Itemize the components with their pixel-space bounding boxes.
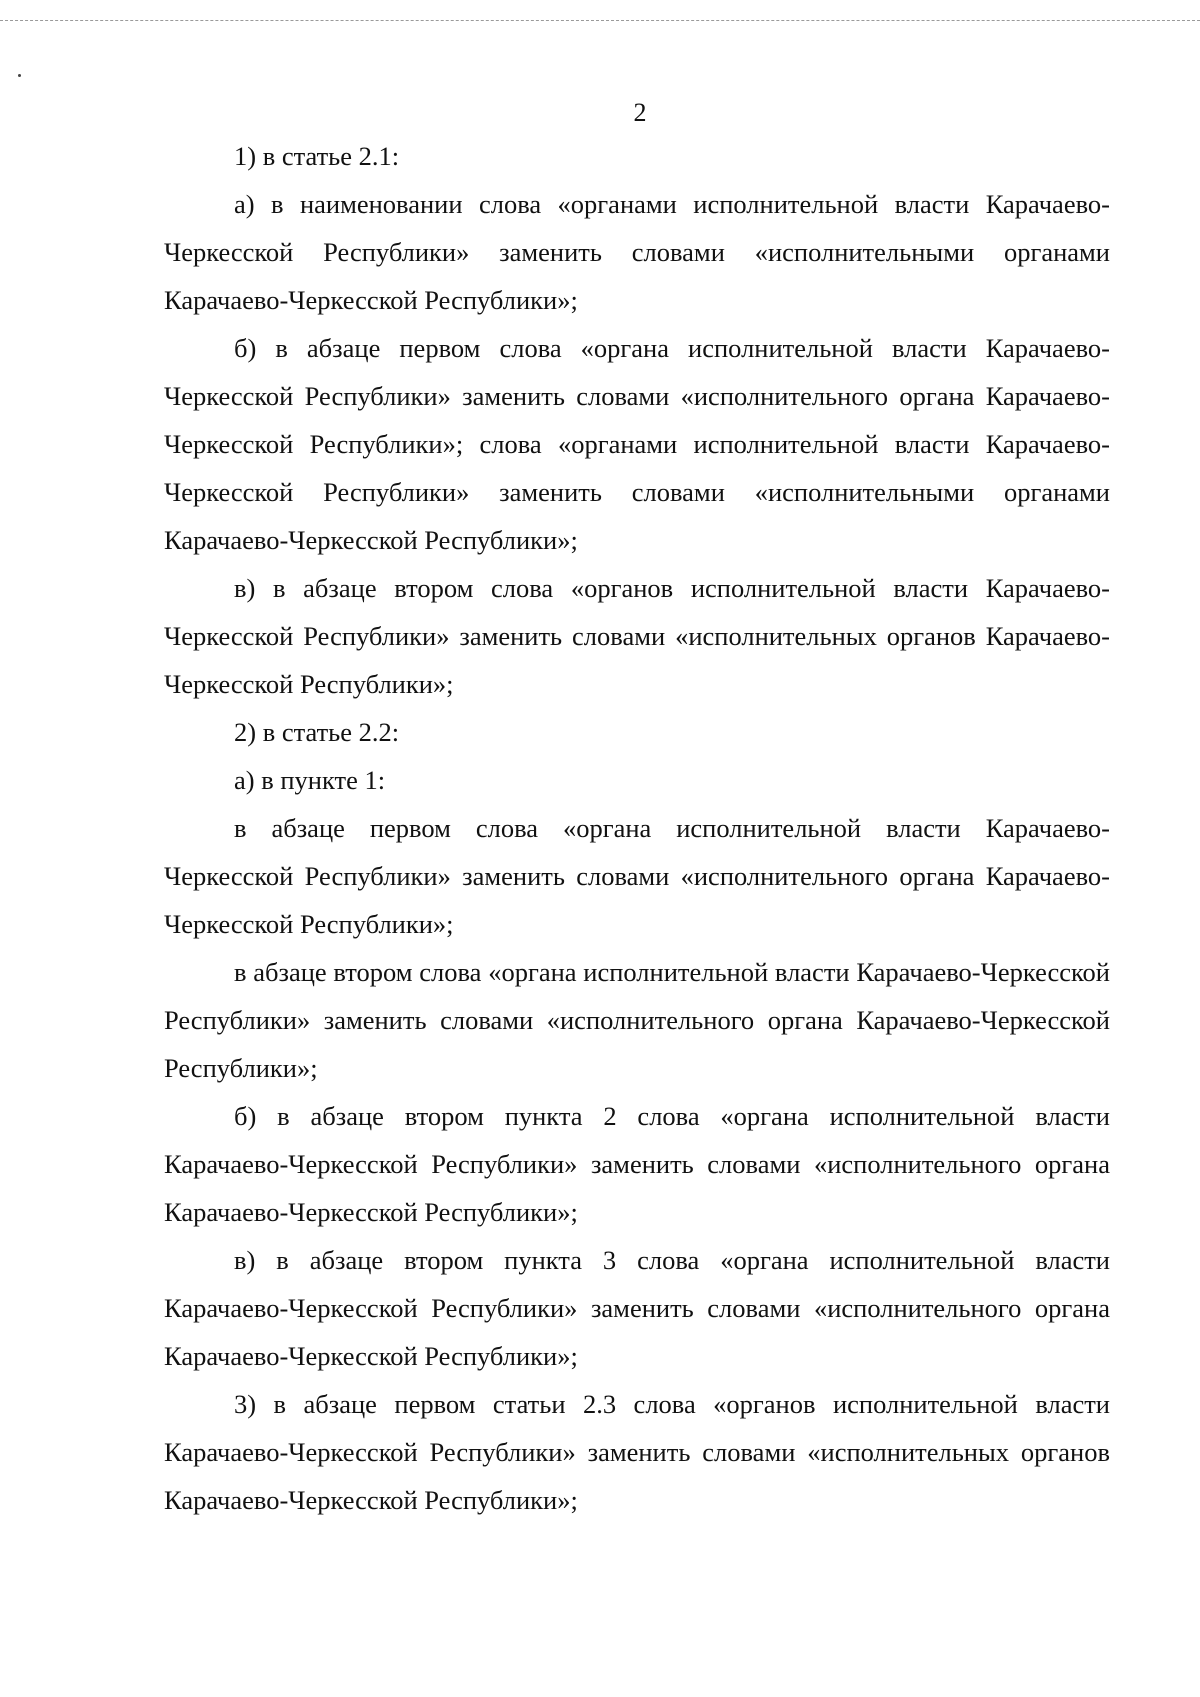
paragraph-6: а) в пункте 1: (234, 765, 386, 795)
document-body (164, 132, 1110, 1524)
paragraph-9: б) в абзаце втором пункта 2 слова «органа исполнительной власти Карачаево-Черкесской Республики» заменить словами «исполнительного органа Карачаево-Черкесской Республики»; (164, 1101, 1110, 1227)
paragraph-8: в абзаце втором слова «органа исполнительной власти Карачаево-Черкесской Республики» заменить словами «исполнительного органа Карачаево-Черкесской Республики»; (164, 957, 1110, 1083)
scan-edge-top (0, 20, 1200, 21)
scan-speck (18, 74, 21, 77)
paragraph-1: 1) в статье 2.1: (234, 141, 400, 171)
paragraph-11: 3) в абзаце первом статьи 2.3 слова «органов исполнительной власти Карачаево-Черкесской Республики» заменить словами «исполнительных органов Карачаево-Черкесской Республики»; (164, 1389, 1110, 1515)
page-number: 2 (633, 98, 647, 127)
paragraph-4: в) в абзаце втором слова «органов исполнительной власти Карачаево-Черкесской Республики» заменить словами «исполнительных органов Карачаево-Черкесской Республики»; (164, 573, 1110, 699)
paragraph-7: в абзаце первом слова «органа исполнительной власти Карачаево-Черкесской Республики» заменить словами «исполнительного органа Карачаево-Черкесской Республики»; (164, 813, 1110, 939)
paragraph-5: 2) в статье 2.2: (234, 717, 400, 747)
paragraph-3: б) в абзаце первом слова «органа исполнительной власти Карачаево-Черкесской Республики» заменить словами «исполнительного органа Карачаево-Черкесской Республики»; слова «органами исполнительной власти Карачаево-Черкесской Республики» заменить словами «исполнительными органами Карачаево-Черкесской Республики»; (164, 333, 1110, 555)
paragraph-2: а) в наименовании слова «органами исполнительной власти Карачаево-Черкесской Республики» заменить словами «исполнительными органами Карачаево-Черкесской Республики»; (164, 189, 1110, 315)
paragraph-10: в) в абзаце втором пункта 3 слова «органа исполнительной власти Карачаево-Черкесской Республики» заменить словами «исполнительного органа Карачаево-Черкесской Республики»; (164, 1245, 1110, 1371)
